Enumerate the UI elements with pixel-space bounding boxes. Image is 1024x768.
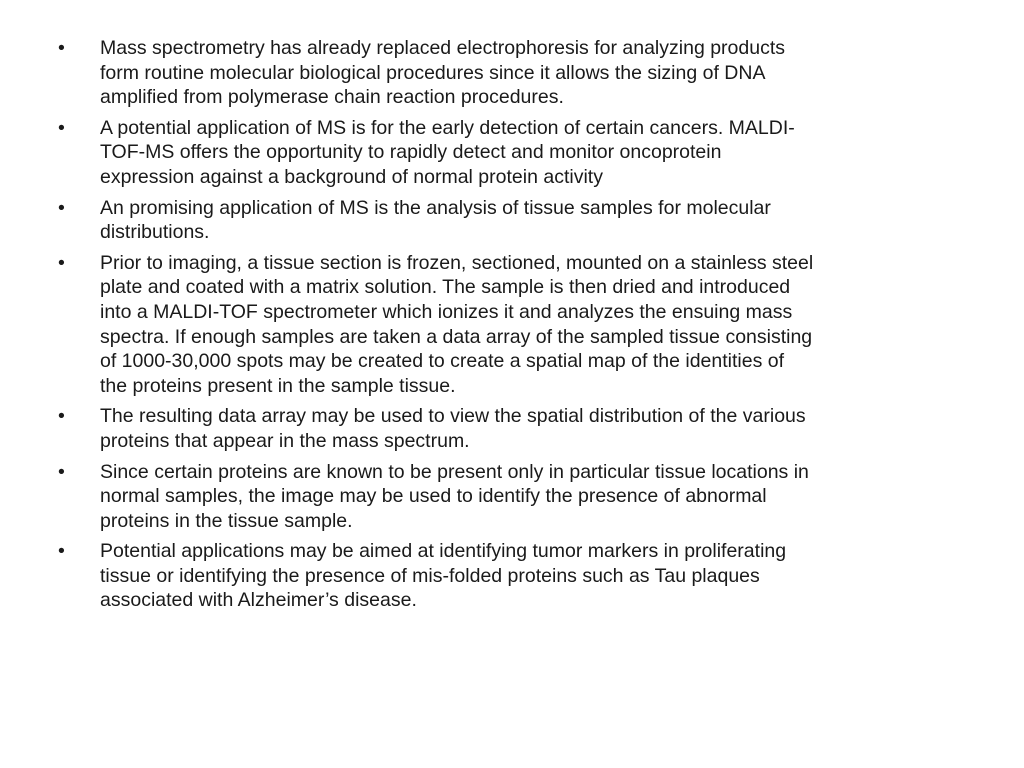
- bullet-dot-icon: •: [58, 540, 65, 563]
- bullet-dot-icon: •: [58, 405, 65, 428]
- bullet-list: [58, 36, 988, 619]
- bullet-text: The resulting data array may be used to view the spatial distribution of the various proteins that appear in the mass spectrum.: [100, 405, 806, 452]
- bullet-text: A potential application of MS is for the early detection of certain cancers. MALDI- TOF-MS offers the opportunity to rapidly detect and monitor oncoprotein expression against a background of normal protein activity: [100, 116, 795, 188]
- bullet-text: Potential applications may be aimed at identifying tumor markers in proliferating tissue or identifying the presence of mis-folded proteins such as Tau plaques associated with Alzheimer’s disease.: [100, 540, 787, 612]
- bullet-item: [58, 36, 988, 110]
- bullet-text: Since certain proteins are known to be present only in particular tissue locations in normal samples, the image may be used to identify the presence of abnormal proteins in the tissue sample.: [100, 460, 809, 532]
- bullet-dot-icon: •: [58, 196, 65, 219]
- bullet-dot-icon: •: [58, 460, 65, 483]
- bullet-text: Mass spectrometry has already replaced electrophoresis for analyzing products form routine molecular biological procedures since it allows the sizing of DNA amplified from polymerase chain reaction procedures.: [100, 37, 785, 109]
- bullet-item: [58, 539, 988, 613]
- bullet-item: [58, 251, 988, 399]
- bullet-item: [58, 116, 988, 190]
- bullet-item: [58, 196, 988, 245]
- bullet-text: An promising application of MS is the analysis of tissue samples for molecular distributions.: [100, 196, 771, 244]
- bullet-dot-icon: •: [58, 37, 65, 59]
- bullet-item: [58, 460, 988, 534]
- bullet-dot-icon: •: [58, 116, 65, 139]
- bullet-dot-icon: •: [58, 251, 65, 274]
- bullet-text: Prior to imaging, a tissue section is frozen, sectioned, mounted on a stainless steel plate and coated with a matrix solution. The sample is then dried and introduced into a MALDI-TOF spectrometer which ionizes it and analyzes the ensuing mass spectra. If enough samples are taken a data array of the sampled tissue consisting of 1000-30,000 spots may be created to create a spatial map of the identities of the proteins present in the sample tissue.: [100, 251, 814, 397]
- bullet-item: [58, 404, 988, 453]
